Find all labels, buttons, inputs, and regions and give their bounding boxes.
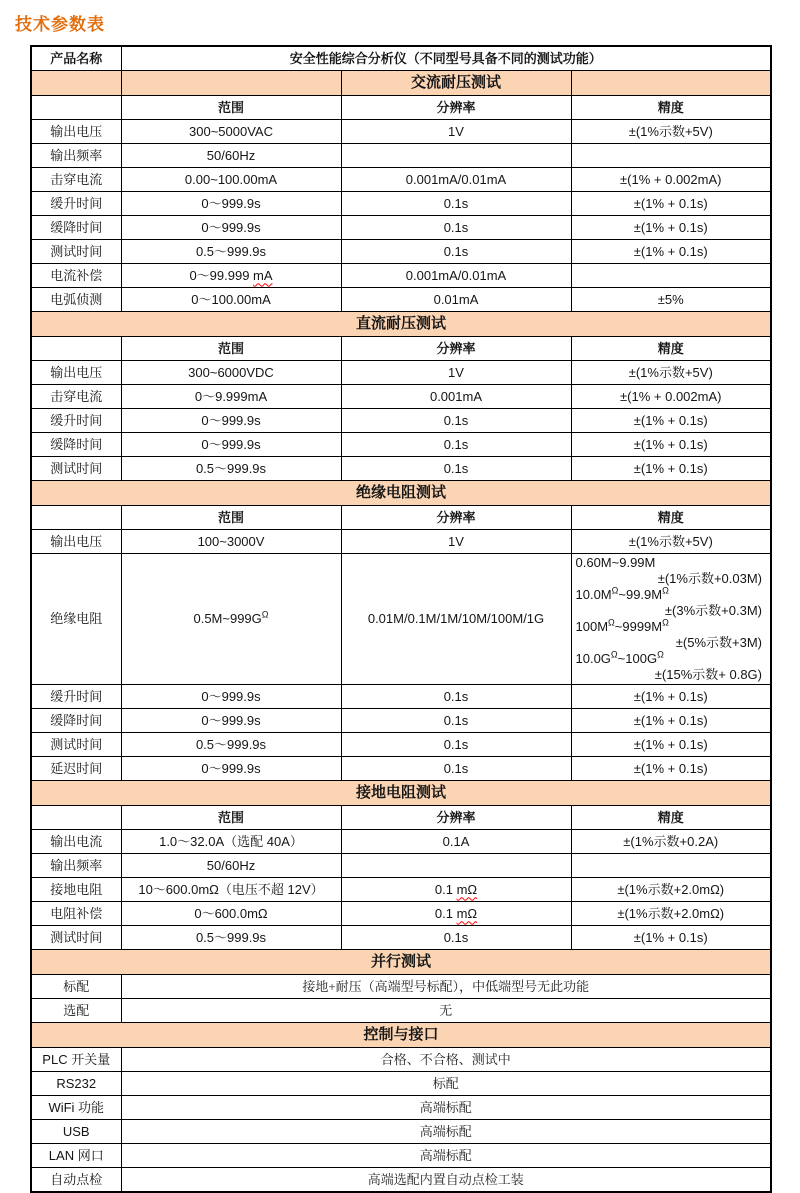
param-resolution: 0.1s [341,733,571,757]
param-accuracy: ±(1%示数+5V) [571,120,771,144]
param-range: 0.5～999.9s [121,926,341,950]
spec-table-container [0,45,800,1193]
param-range: 0～600.0mΩ [121,902,341,926]
column-header-range: 范围 [121,506,341,530]
param-label: 延迟时间 [31,757,121,781]
param-range: 0.5～999.9s [121,240,341,264]
kv-label: PLC 开关量 [31,1048,121,1072]
table-row [31,554,771,685]
kv-value: 高端标配 [121,1120,771,1144]
param-resolution: 0.1s [341,926,571,950]
accuracy-line: $100M^\Omega\sim 9999M^\Omega$ [575,617,669,634]
param-label: 缓降时间 [31,709,121,733]
column-header-row [31,96,771,120]
param-label: 击穿电流 [31,168,121,192]
param-resolution: 0.1s [341,433,571,457]
param-label: 绝缘电阻 [31,554,121,685]
param-accuracy: ±(1% + 0.1s) [571,409,771,433]
column-header-spacer [31,96,121,120]
accuracy-line: 0.60M~9.99M [575,555,656,570]
param-accuracy: ±(1%示数+0.2A) [571,830,771,854]
param-range: 0～999.9s [121,192,341,216]
table-row [31,409,771,433]
param-label: 输出电流 [31,830,121,854]
section-title: 接地电阻测试 [31,781,771,806]
kv-value: 标配 [121,1072,771,1096]
table-row [31,1120,771,1144]
table-row [31,433,771,457]
table-row [31,1168,771,1193]
accuracy-line: ±(15%示数+ 0.8G) [654,667,762,682]
kv-label: WiFi 功能 [31,1096,121,1120]
param-accuracy: ±(1%示数+5V) [571,530,771,554]
param-resolution: 0.1s [341,709,571,733]
kv-value: 合格、不合格、测试中 [121,1048,771,1072]
param-range: 0～100.00mA [121,288,341,312]
column-header-resolution: 分辨率 [341,506,571,530]
param-range: 0～999.9s [121,757,341,781]
accuracy-line: ±(3%示数+0.3M) [664,603,762,618]
table-row [31,685,771,709]
param-label: 输出电压 [31,530,121,554]
column-header-range: 范围 [121,96,341,120]
table-row [31,361,771,385]
kv-value: 无 [121,999,771,1023]
param-resolution: 0.1s [341,685,571,709]
param-resolution: 0.001mA [341,385,571,409]
kv-value: 接地+耐压（高端型号标配），中低端型号无此功能 [121,975,771,999]
param-range: 0～999.9s [121,409,341,433]
param-accuracy: ±5% [571,288,771,312]
product-row [31,46,771,71]
param-range: 50/60Hz [121,144,341,168]
param-resolution: 0.01mA [341,288,571,312]
kv-value: 高端标配 [121,1144,771,1168]
column-header-accuracy: 精度 [571,806,771,830]
param-range: 50/60Hz [121,854,341,878]
param-accuracy: ±(1% + 0.1s) [571,192,771,216]
param-label: 电弧侦测 [31,288,121,312]
table-row [31,1096,771,1120]
accuracy-line: ±(5%示数+3M) [675,635,762,650]
param-accuracy: ±(1% + 0.1s) [571,216,771,240]
param-label: 缓升时间 [31,685,121,709]
table-row [31,999,771,1023]
param-accuracy: ±(1% + 0.1s) [571,685,771,709]
kv-label: 自动点检 [31,1168,121,1193]
param-resolution: 0.1s [341,192,571,216]
param-label: 电流补偿 [31,264,121,288]
column-header-accuracy: 精度 [571,337,771,361]
table-row [31,709,771,733]
param-accuracy [571,144,771,168]
param-label: 测试时间 [31,240,121,264]
table-row [31,288,771,312]
param-label: 输出频率 [31,144,121,168]
kv-value: 高端选配内置自动点检工装 [121,1168,771,1193]
section-band-spacer [571,71,771,96]
table-row [31,975,771,999]
table-row [31,216,771,240]
param-label: 测试时间 [31,733,121,757]
section-header-row [31,312,771,337]
table-row [31,168,771,192]
accuracy-line: $10.0M^\Omega\sim 99.9M^\Omega$ [575,585,669,602]
table-row [31,264,771,288]
param-label: 输出电压 [31,120,121,144]
table-row [31,926,771,950]
accuracy-line: ±(1%示数+0.03M) [657,571,762,586]
table-row [31,830,771,854]
kv-label: LAN 网口 [31,1144,121,1168]
section-title: 控制与接口 [31,1023,771,1048]
param-accuracy-multiline [571,554,771,685]
table-row [31,385,771,409]
param-accuracy: ±(1% + 0.1s) [571,433,771,457]
section-title: 并行测试 [31,950,771,975]
param-range: 0～999.9s [121,685,341,709]
column-header-spacer [31,506,121,530]
param-label: 测试时间 [31,457,121,481]
table-row [31,733,771,757]
section-header-row [31,950,771,975]
param-accuracy: ±(1%示数+2.0mΩ) [571,902,771,926]
column-header-resolution: 分辨率 [341,806,571,830]
table-row [31,878,771,902]
table-row [31,902,771,926]
param-label: 缓升时间 [31,192,121,216]
param-label: 缓降时间 [31,216,121,240]
param-accuracy: ±(1% + 0.1s) [571,457,771,481]
param-resolution: 0.1 mΩ [341,878,571,902]
column-header-accuracy: 精度 [571,506,771,530]
page-title: 技术参数表 [15,15,105,34]
column-header-resolution: 分辨率 [341,337,571,361]
param-accuracy: ±(1%示数+5V) [571,361,771,385]
param-resolution: 0.1s [341,216,571,240]
param-label: 输出电压 [31,361,121,385]
param-accuracy [571,854,771,878]
param-label: 缓升时间 [31,409,121,433]
product-name-value: 安全性能综合分析仪（不同型号具备不同的测试功能） [121,46,771,71]
section-title: 绝缘电阻测试 [31,481,771,506]
param-resolution: 0.1s [341,757,571,781]
param-range: 0～999.9s [121,709,341,733]
param-resolution: 0.1s [341,240,571,264]
table-row [31,144,771,168]
param-resolution: 0.1s [341,409,571,433]
param-resolution: 0.01M/0.1M/1M/10M/100M/1G [341,554,571,685]
spellcheck-underline: mA [253,267,273,283]
param-range: 10～600.0mΩ（电压不超 12V） [121,878,341,902]
param-accuracy: ±(1% + 0.002mA) [571,385,771,409]
param-resolution: 0.1A [341,830,571,854]
section-band-spacer [121,71,341,96]
spec-table [30,45,772,1193]
kv-label: 选配 [31,999,121,1023]
param-accuracy: ±(1% + 0.1s) [571,240,771,264]
param-range: 0.00~100.00mA [121,168,341,192]
column-header-row [31,506,771,530]
table-row [31,530,771,554]
param-accuracy: ±(1% + 0.1s) [571,733,771,757]
param-resolution: 1V [341,120,571,144]
column-header-accuracy: 精度 [571,96,771,120]
param-resolution [341,144,571,168]
param-accuracy: ±(1% + 0.1s) [571,926,771,950]
column-header-resolution: 分辨率 [341,96,571,120]
param-accuracy: ±(1%示数+2.0mΩ) [571,878,771,902]
param-resolution: 1V [341,361,571,385]
param-range: 0.5～999.9s [121,733,341,757]
param-label: 缓降时间 [31,433,121,457]
section-header-row [31,781,771,806]
kv-value: 高端标配 [121,1096,771,1120]
column-header-range: 范围 [121,806,341,830]
kv-label: USB [31,1120,121,1144]
kv-label: RS232 [31,1072,121,1096]
table-row [31,854,771,878]
param-range: 100~3000V [121,530,341,554]
param-label: 接地电阻 [31,878,121,902]
accuracy-line: $10.0G^\Omega\sim 100G^\Omega$ [575,649,664,666]
product-name-label: 产品名称 [31,46,121,71]
param-resolution [341,854,571,878]
param-range: 1.0～32.0A（选配 40A） [121,830,341,854]
column-header-spacer [31,806,121,830]
param-accuracy: ±(1% + 0.002mA) [571,168,771,192]
section-title: 交流耐压测试 [341,71,571,96]
param-range: 0～9.999mA [121,385,341,409]
table-row [31,192,771,216]
param-range: 300~5000VAC [121,120,341,144]
table-row [31,757,771,781]
table-row [31,240,771,264]
column-header-row [31,337,771,361]
param-resolution: 0.001mA/0.01mA [341,264,571,288]
column-header-range: 范围 [121,337,341,361]
param-label: 输出频率 [31,854,121,878]
param-label: 电阻补偿 [31,902,121,926]
section-header-row [31,1023,771,1048]
table-row [31,120,771,144]
param-range: 0～999.9s [121,433,341,457]
param-resolution: 0.1s [341,457,571,481]
kv-label: 标配 [31,975,121,999]
table-row [31,457,771,481]
section-header-row [31,481,771,506]
param-accuracy [571,264,771,288]
param-label: 测试时间 [31,926,121,950]
table-row [31,1072,771,1096]
spellcheck-underline: mΩ [456,905,478,921]
param-accuracy: ±(1% + 0.1s) [571,709,771,733]
param-resolution: 0.1 mΩ [341,902,571,926]
param-label: 击穿电流 [31,385,121,409]
param-range: 0.5～999.9s [121,457,341,481]
section-band-spacer [31,71,121,96]
spellcheck-underline: mΩ [456,881,478,897]
param-resolution: 1V [341,530,571,554]
section-header-row [31,71,771,96]
section-title: 直流耐压测试 [31,312,771,337]
param-range: 0～99.999 mA [121,264,341,288]
table-row [31,1144,771,1168]
param-accuracy: ±(1% + 0.1s) [571,757,771,781]
param-resolution: 0.001mA/0.01mA [341,168,571,192]
table-row [31,1048,771,1072]
param-range: 300~6000VDC [121,361,341,385]
column-header-spacer [31,337,121,361]
param-range: 0～999.9s [121,216,341,240]
param-range: $0.5M\sim 999G^\Omega$ [121,554,341,685]
column-header-row [31,806,771,830]
